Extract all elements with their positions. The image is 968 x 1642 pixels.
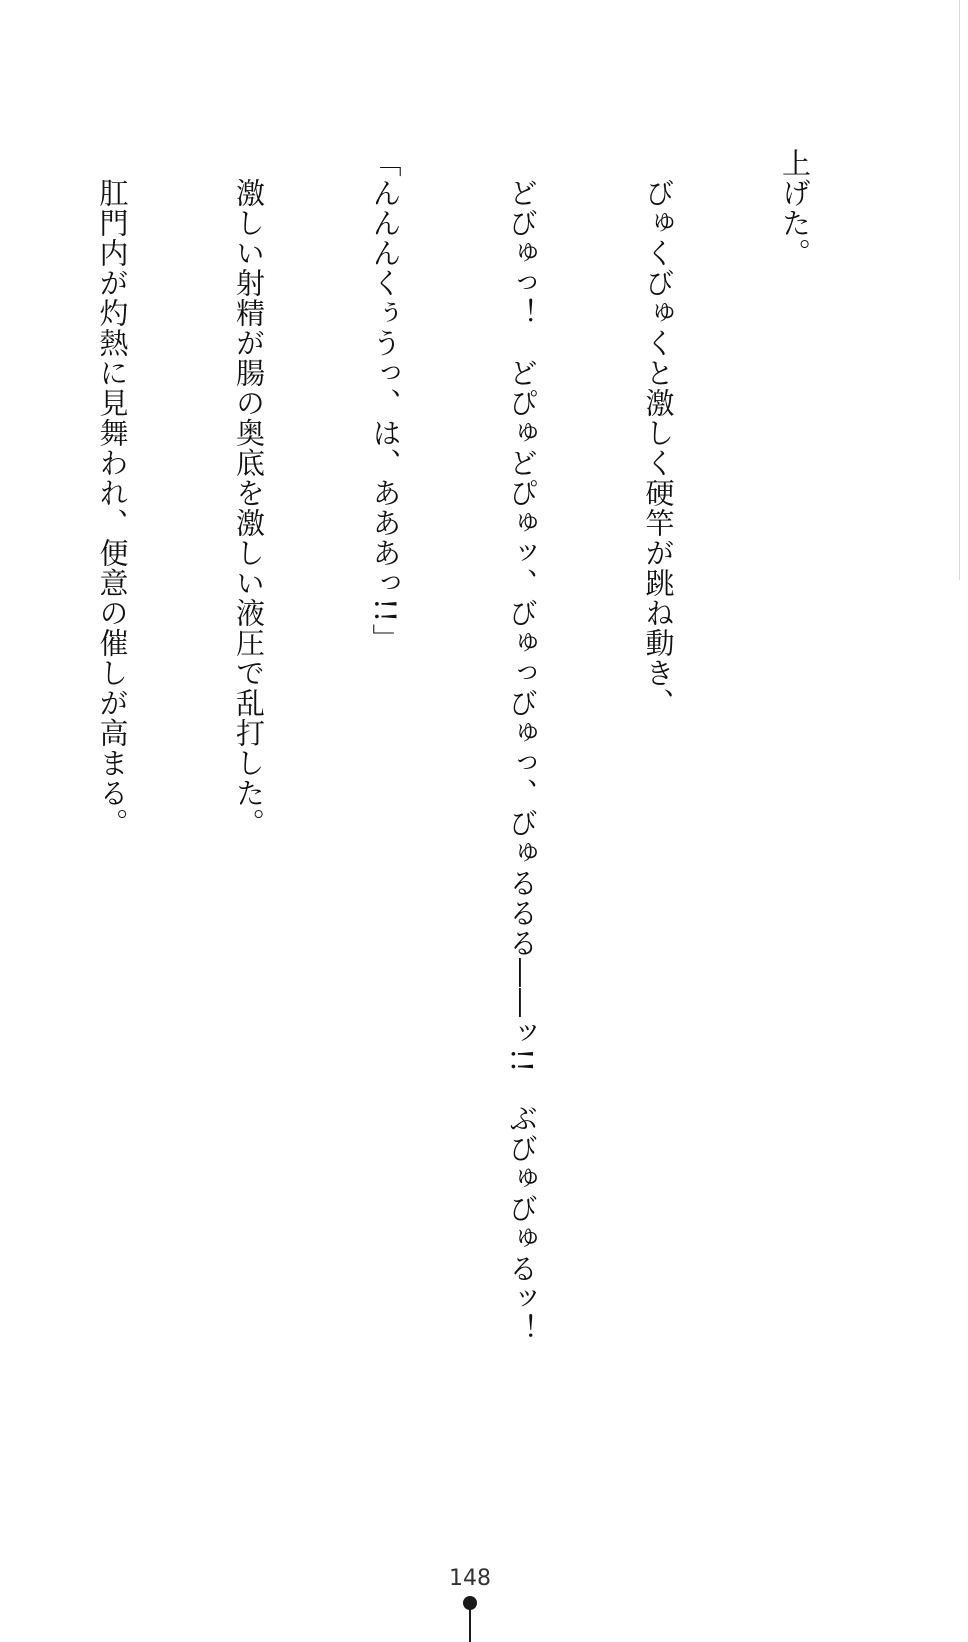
page-marker-dot	[463, 1596, 477, 1610]
text-line: 肛門内が灼熱に見舞われ、便意の催しが高まる。	[95, 148, 130, 838]
text-line: 上げた。	[778, 148, 812, 268]
text-line: 激しい射精が腸の奥底を激しい液圧で乱打した。	[232, 148, 266, 838]
text-line: びゅくびゅくと激しく硬竿が跳ね動き、	[641, 148, 676, 718]
page-marker-stem	[469, 1609, 471, 1642]
text-line: 「んんんくぅうっ、は、あああっ!!」	[368, 148, 403, 654]
text-line: どびゅっ！ どぴゅどぴゅッ、びゅっびゅっ、びゅるるる――ッ!! ぶびゅびゅるッ！	[505, 148, 539, 1344]
page-edge-rule	[959, 0, 960, 580]
vertical-text-body	[0, 148, 908, 1344]
page-number: 148	[449, 1566, 491, 1591]
